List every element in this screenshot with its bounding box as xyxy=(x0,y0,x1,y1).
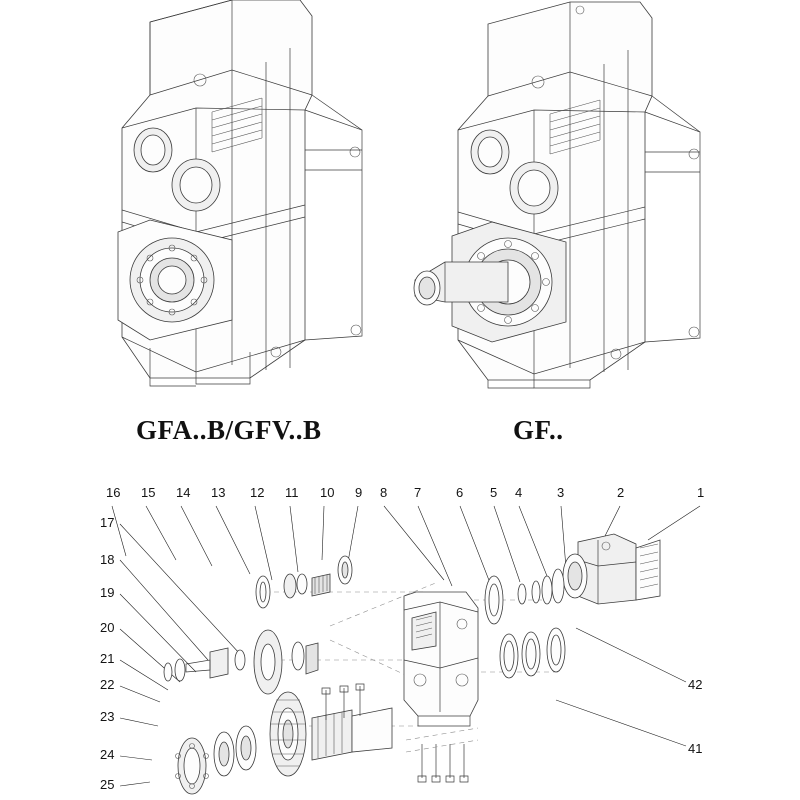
callout-4: 4 xyxy=(515,485,523,500)
callout-22: 22 xyxy=(100,677,115,692)
callout-11: 11 xyxy=(285,485,299,500)
callout-16: 16 xyxy=(106,485,121,500)
callout-6: 6 xyxy=(456,485,464,500)
motor-part xyxy=(563,534,660,604)
callout-2: 2 xyxy=(617,485,625,500)
callout-14: 14 xyxy=(176,485,191,500)
callout-8: 8 xyxy=(380,485,388,500)
caption-left-model: GFA..B/GFV..B xyxy=(136,415,322,445)
callout-3: 3 xyxy=(557,485,565,500)
callout-7: 7 xyxy=(414,485,422,500)
leader-lines-right xyxy=(556,628,686,746)
callout-41: 41 xyxy=(688,741,703,756)
callout-18: 18 xyxy=(100,552,115,567)
callout-23: 23 xyxy=(100,709,115,724)
gear-wheel-lower xyxy=(176,692,393,794)
callout-12: 12 xyxy=(250,485,265,500)
caption-right-model: GF.. xyxy=(513,415,564,445)
callout-17: 17 xyxy=(100,515,115,530)
callout-20: 20 xyxy=(100,620,115,635)
callout-25: 25 xyxy=(100,777,115,792)
callout-10: 10 xyxy=(320,485,335,500)
gear-shaft-middle xyxy=(164,630,318,694)
callout-13: 13 xyxy=(211,485,226,500)
callout-15: 15 xyxy=(141,485,156,500)
callout-24: 24 xyxy=(100,747,115,762)
callout-19: 19 xyxy=(100,585,115,600)
callout-1: 1 xyxy=(697,485,705,500)
callout-5: 5 xyxy=(490,485,498,500)
small-parts-top-row xyxy=(256,556,352,608)
housing-part xyxy=(404,592,478,726)
callout-21: 21 xyxy=(100,651,115,666)
callout-42: 42 xyxy=(688,677,703,692)
ring-parts-right xyxy=(485,569,565,678)
callout-9: 9 xyxy=(355,485,363,500)
